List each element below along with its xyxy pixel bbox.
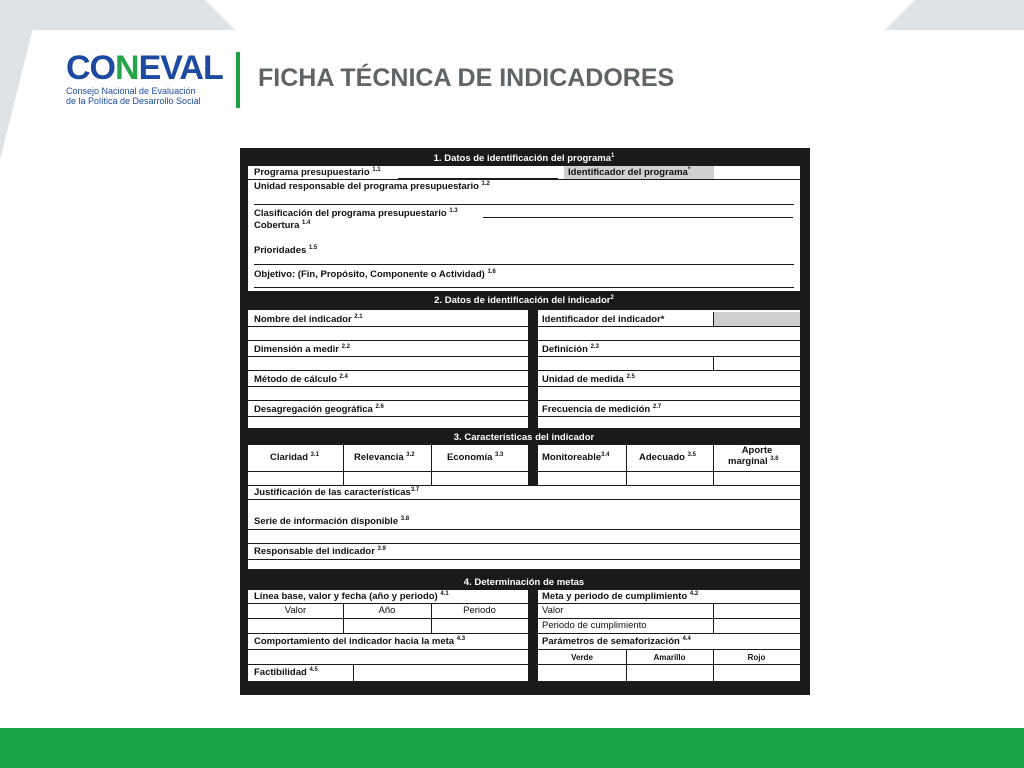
unidad-responsable-label: Unidad responsable del programa presupuestario $^{1.2}$	[254, 180, 490, 192]
aporte-label-1: Aporte	[741, 445, 773, 456]
desagregacion-label: Desagregación geográfica $^{2.6}$	[254, 403, 384, 415]
row-line	[248, 179, 800, 180]
amarillo-label: Amarillo	[653, 653, 686, 662]
corner-decoration	[0, 0, 40, 160]
row-line	[248, 649, 800, 650]
cell-line	[713, 445, 714, 485]
logo-part-eval: EVAL	[138, 49, 223, 87]
row-line	[248, 400, 800, 401]
aporte-label-2: marginal $^{3.6}$	[728, 455, 779, 467]
identificador-programa-label: Identificador del programa*	[568, 166, 691, 178]
verde-label: Verde	[571, 653, 593, 662]
metodo-label: Método de cálculo $^{2.4}$	[254, 373, 348, 385]
rojo-label: Rojo	[747, 653, 766, 662]
nombre-indicador-label: Nombre del indicador $^{2.1}$	[254, 313, 363, 325]
row-line	[248, 618, 800, 619]
row-line	[248, 633, 800, 634]
unidad-medida-label: Unidad de medida $^{2.5}$	[542, 373, 635, 385]
section-2-divider	[528, 310, 538, 428]
parametros-label: Parámetros de semaforización $^{4.4}$	[542, 635, 691, 647]
cobertura-label: Cobertura $^{1.4}$	[254, 219, 311, 231]
prioridades-line	[254, 264, 794, 265]
relevancia-label: Relevancia $^{3.2}$	[354, 451, 415, 463]
meta-periodo-label: Periodo de cumplimiento	[542, 620, 647, 631]
footer-bar	[0, 728, 1024, 768]
header-divider	[236, 52, 240, 108]
logo-part-co: CO	[66, 49, 115, 87]
comportamiento-label: Comportamiento del indicador hacia la meta $^{4.3}$	[254, 635, 466, 647]
meta-label: Meta y periodo de cumplimiento $^{4.2}$	[542, 590, 699, 602]
valor-column: Valor	[284, 605, 307, 616]
identificador-indicador-label: Identificador del indicador*	[542, 314, 665, 325]
section-1-header: 1. Datos de identificación del programa$^1$	[248, 151, 800, 166]
section-4-header: 4. Determinación de metas	[248, 575, 800, 590]
logo-subtitle-2: de la Política de Desarrollo Social	[66, 96, 201, 106]
linea-base-label: Línea base, valor y fecha (año y periodo) $^{4.1}$	[254, 590, 449, 602]
objetivo-label: Objetivo: (Fin, Propósito, Componente o Actividad) $^{1.6}$	[254, 268, 496, 280]
serie-label: Serie de información disponible $^{3.8}$	[254, 515, 410, 527]
top-tab-right-edge	[885, 0, 915, 30]
row-line	[248, 681, 800, 682]
cell-line	[528, 445, 538, 485]
meta-valor-label: Valor	[542, 605, 564, 616]
economia-label: Economía $^{3.3}$	[447, 451, 504, 463]
objetivo-line	[254, 287, 794, 288]
section-4-panel	[248, 590, 800, 682]
logo-subtitle-1: Consejo Nacional de Evaluación	[66, 86, 196, 96]
logo-part-n: N	[115, 49, 139, 87]
page-title: FICHA TÉCNICA DE INDICADORES	[258, 64, 675, 92]
cell-line	[713, 312, 714, 326]
definicion-label: Definición $^{2.3}$	[542, 343, 599, 355]
row-line	[248, 471, 800, 472]
section-3-header: 3. Características del indicador	[248, 430, 800, 445]
cell-line	[353, 664, 354, 682]
prioridades-label: Prioridades $^{1.5}$	[254, 244, 318, 256]
adecuado-label: Adecuado $^{3.5}$	[639, 451, 696, 463]
row-line	[248, 529, 800, 530]
clasificacion-line	[483, 217, 793, 218]
dimension-label: Dimensión a medir $^{2.2}$	[254, 343, 350, 355]
row-line	[248, 603, 800, 604]
row-line	[248, 664, 800, 665]
section-2-header: 2. Datos de identificación del indicador$^2$	[248, 293, 800, 308]
row-line	[248, 370, 800, 371]
row-line	[248, 485, 800, 486]
top-tab-left-edge	[205, 0, 235, 30]
row-line	[248, 559, 800, 560]
cell-line	[713, 356, 714, 370]
factibilidad-label: Factibilidad $^{4.5}$	[254, 666, 318, 678]
row-line	[248, 340, 800, 341]
cell-line	[626, 445, 627, 485]
claridad-label: Claridad $^{3.1}$	[270, 451, 319, 463]
top-tab	[235, 0, 885, 30]
row-line	[248, 356, 800, 357]
programa-label: Programa presupuestario $^{1.1}$	[254, 166, 381, 178]
monitoreable-label: Monitoreable$^{3.4}$	[542, 451, 610, 463]
row-line	[248, 416, 800, 417]
anio-column: Año	[378, 605, 396, 616]
responsable-label: Responsable del indicador $^{3.9}$	[254, 545, 386, 557]
frecuencia-label: Frecuencia de medición $^{2.7}$	[542, 403, 662, 415]
section-1-panel	[248, 166, 800, 291]
cell-line	[431, 445, 432, 485]
unidad-line	[254, 204, 794, 205]
cell-line	[343, 445, 344, 485]
identificador-indicador-value	[714, 312, 800, 326]
row-line	[248, 386, 800, 387]
clasificacion-label: Clasificación del programa presupuestario $^{1.3}$	[254, 207, 458, 219]
indicator-form	[240, 148, 810, 695]
row-line	[248, 543, 800, 544]
periodo-column: Periodo	[463, 605, 496, 616]
row-line	[248, 499, 800, 500]
logo-wordmark	[66, 49, 223, 87]
coneval-logo	[66, 49, 223, 112]
justificacion-label: Justificación de las características$^{3.7}$	[254, 486, 420, 498]
row-line	[248, 326, 800, 327]
section-3-panel	[248, 445, 800, 569]
section-2-panel	[248, 310, 800, 428]
